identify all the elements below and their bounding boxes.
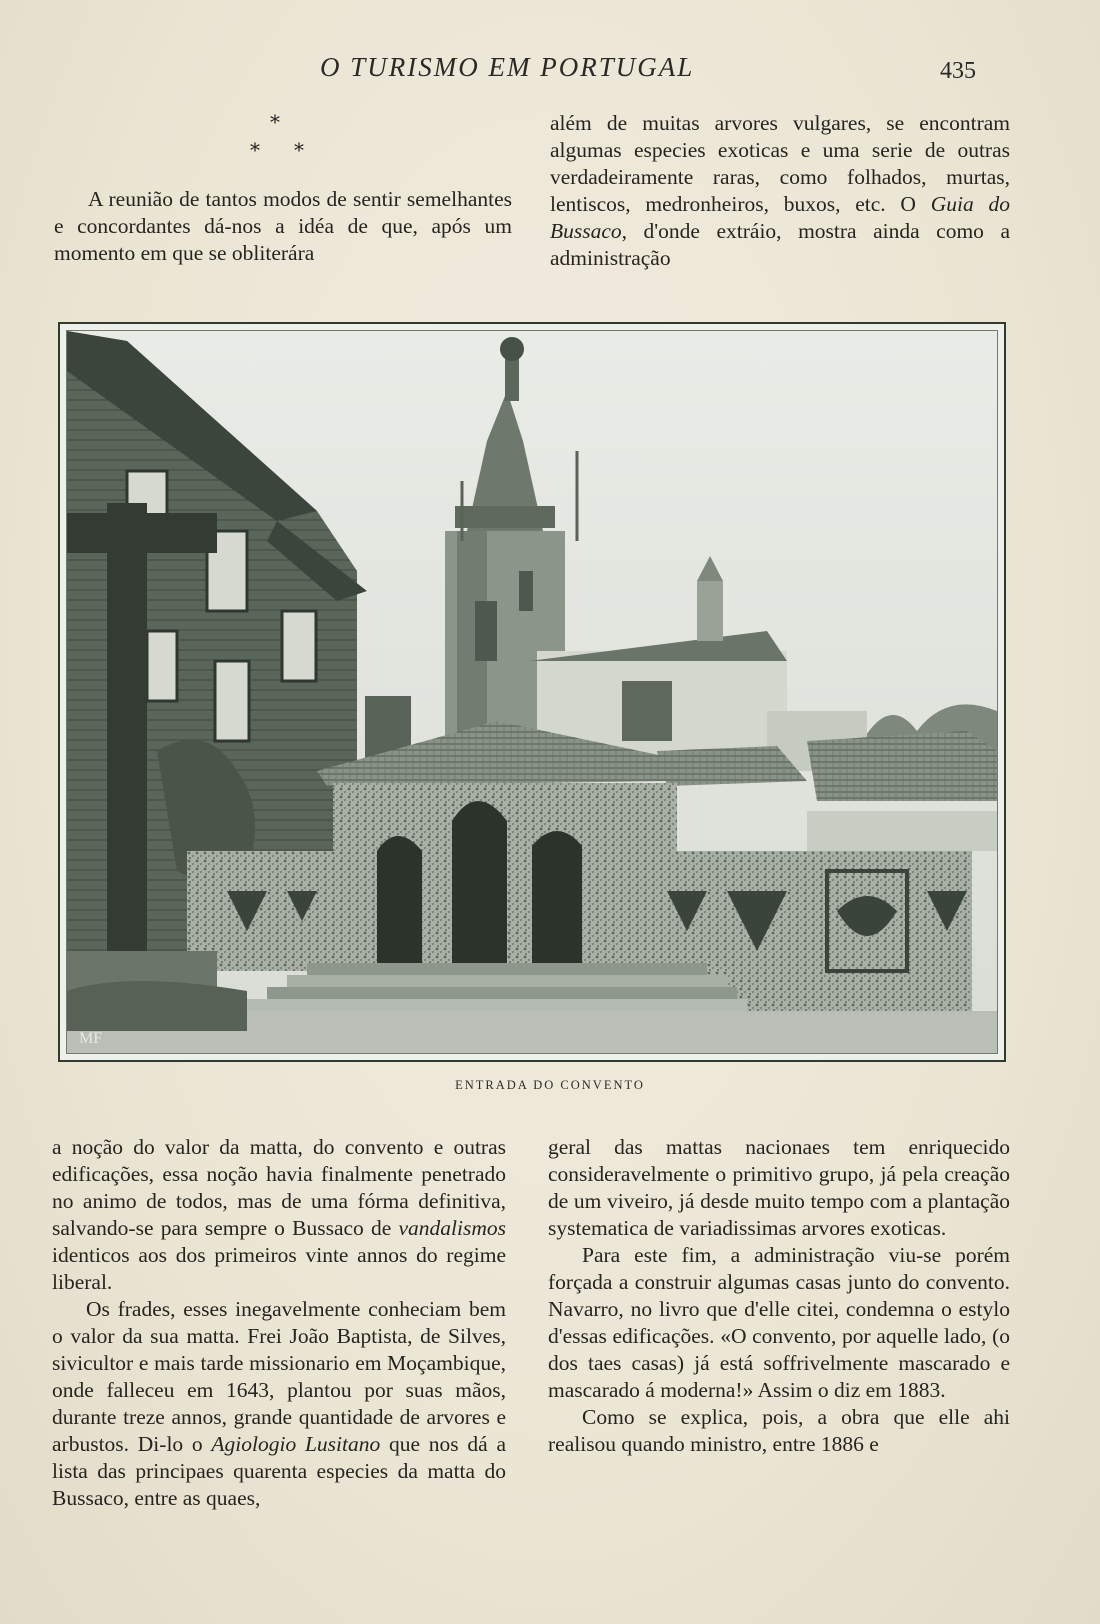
figure-caption: ENTRADA DO CONVENTO xyxy=(455,1078,645,1092)
column-top-left xyxy=(54,186,512,267)
text-run: além de muitas arvores vulgares, se encontram algumas especies exoticas e uma serie de outras verdadeiramente raras, como folhados, murtas, lentiscos, medronheiros, buxos, etc. O xyxy=(550,111,1010,216)
section-separator xyxy=(250,110,330,160)
text-run: , d'onde extráio, mostra ainda como a administração xyxy=(550,219,1010,270)
paragraph: A reunião de tantos modos de sentir semelhantes e concordantes dá-nos a idéa de que, após um momento em que se obliterára xyxy=(54,187,512,265)
italic-title: Guia do Bussaco xyxy=(550,192,1010,243)
separator-star: * xyxy=(270,110,280,134)
text-run: a noção do valor da matta, do convento e outras edificações, essa noção havia finalmente penetrado no animo de todos, mas de uma fórma definitiva, salvando-se para sempre o Bussaco de xyxy=(52,1135,506,1240)
column-top-right xyxy=(550,110,1010,272)
photograph-monogram: MF xyxy=(79,1030,103,1047)
running-title: O TURISMO EM PORTUGAL xyxy=(320,52,695,82)
separator-star: * xyxy=(250,138,260,162)
photograph-frame xyxy=(58,322,1006,1062)
italic-word: vandalismos xyxy=(398,1216,506,1240)
text-run: que nos dá a lista das principaes quarenta especies da matta do Bussaco, entre as quaes, xyxy=(52,1432,506,1510)
convent-entrance-photograph xyxy=(66,330,998,1054)
paragraph xyxy=(52,1296,506,1512)
paragraph xyxy=(550,110,1010,272)
photograph-illustration xyxy=(67,331,997,1053)
page-number: 435 xyxy=(940,58,976,84)
paragraph: Como se explica, pois, a obra que elle ahi realisou quando ministro, entre 1886 e xyxy=(548,1405,1010,1456)
separator-star: * xyxy=(294,138,304,162)
running-head xyxy=(0,52,1100,92)
paragraph: geral das mattas nacionaes tem enriquecido consideravelmente o primitivo grupo, já pela creação de um viveiro, já desde muito tempo com a plantação systematica de variadissimas arvores exoticas. xyxy=(548,1135,1010,1240)
italic-title: Agiologio Lusitano xyxy=(211,1432,381,1456)
text-run: Os frades, esses inegavelmente conheciam bem o valor da sua matta. Frei João Baptista, de Silves, sivicultor e mais tarde missionario em Moçambique, onde falleceu em 1643, plantou por suas mãos, durante treze annos, grande quantidade de arvores e arbustos. Di-lo o xyxy=(52,1297,506,1456)
paragraph: Para este fim, a administração viu-se porém forçada a construir algumas casas junto do convento. Navarro, no livro que d'elle citei, condemna o estylo d'essas edificações. «O convento, por aquelle lado, (o dos taes casas) já está soffrivelmente mascarado e mascarado á moderna!» Assim o diz em 1883. xyxy=(548,1243,1010,1402)
paragraph xyxy=(52,1134,506,1296)
column-bottom-right xyxy=(548,1134,1010,1458)
column-bottom-left xyxy=(52,1134,506,1512)
text-run: identicos aos dos primeiros vinte annos do regime liberal. xyxy=(52,1243,506,1294)
